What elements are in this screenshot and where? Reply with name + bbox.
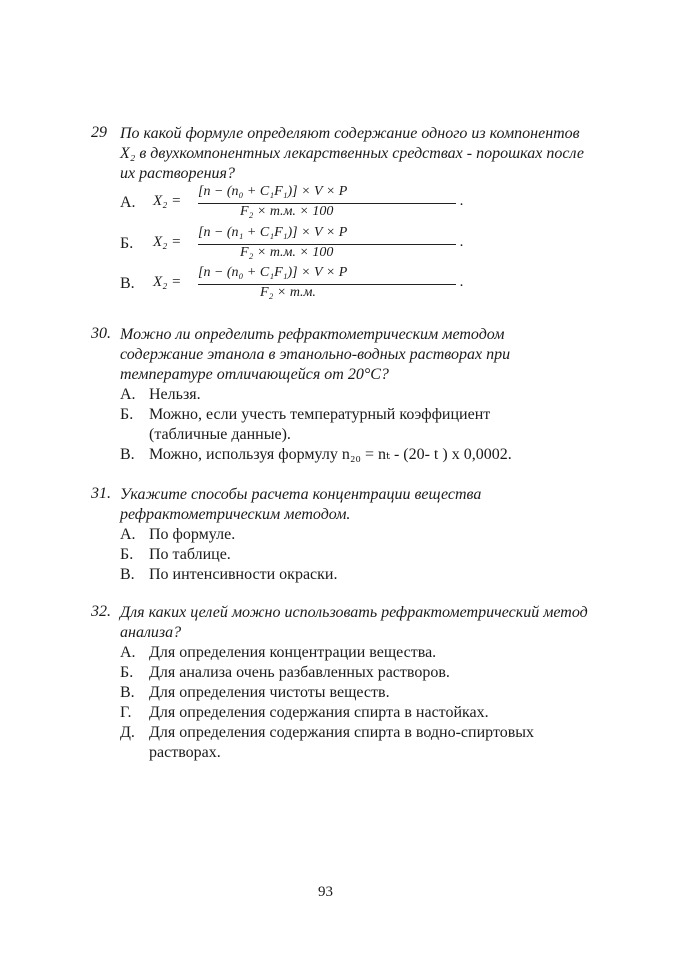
question-31-text: Укажите способы расчета концентрации вещества рефрактометрическим методом.	[120, 486, 482, 523]
page-number: 93	[318, 884, 333, 900]
option-text: Можно, если учесть температурный коэффициент (табличные данные).	[149, 406, 491, 443]
option-label: В.	[120, 684, 135, 701]
formula-denominator: F₂ × m.м.	[260, 285, 316, 300]
option-text: Нельзя.	[149, 386, 201, 403]
option-text: Для анализа очень разбавленных растворов.	[149, 664, 450, 681]
question-29-text: По какой формуле определяют содержание одного из компонентов X₂ в двухкомпонентных лекарственных средствах - порошках после их растворения?	[120, 125, 584, 182]
formula-a	[120, 184, 480, 224]
formula-numerator: [n − (n₀ + C₁F₁)] × V × P	[198, 184, 348, 199]
option-label: В.	[120, 566, 135, 583]
formula-lhs: X₂ =	[153, 193, 182, 209]
option-text: Для определения содержания спирта в настойках.	[149, 704, 489, 721]
option-text: По таблице.	[149, 546, 231, 563]
formula-lhs: X₂ =	[153, 274, 182, 290]
formula-end: .	[460, 193, 464, 209]
option-label: Д.	[120, 724, 135, 741]
option-text: Для определения концентрации вещества.	[149, 644, 437, 661]
option-label: Б.	[120, 406, 134, 423]
question-31-number: 31.	[91, 485, 111, 502]
formula-label: Б.	[120, 235, 134, 252]
option-label: А.	[120, 644, 136, 661]
option-label: А.	[120, 526, 136, 543]
formula-denominator: F₂ × m.м. × 100	[240, 245, 334, 260]
option-label: Б.	[120, 546, 134, 563]
formula-label: В.	[120, 275, 135, 292]
question-30-number: 30.	[91, 325, 111, 342]
option-label: Г.	[120, 704, 132, 721]
option-text: Можно, используя формулу n₂₀ = nₜ - (20- t ) x 0,0002.	[149, 446, 512, 463]
option-text: По интенсивности окраски.	[149, 566, 338, 583]
question-32-number: 32.	[91, 603, 111, 620]
formula-numerator: [n − (n₁ + C₁F₁)] × V × P	[198, 225, 348, 240]
option-label: В.	[120, 446, 135, 463]
option-text: Для определения чистоты веществ.	[149, 684, 390, 701]
question-32-text: Для каких целей можно использовать рефрактометрический метод анализа?	[120, 604, 588, 641]
formula-end: .	[460, 274, 464, 290]
option-text: По формуле.	[149, 526, 236, 543]
formula-denominator: F₂ × m.м. × 100	[240, 204, 334, 219]
option-text: Для определения содержания спирта в водно-спиртовых растворах.	[149, 724, 535, 761]
formula-c	[120, 265, 480, 305]
option-label: А.	[120, 386, 136, 403]
formula-lhs: X₂ =	[153, 234, 182, 250]
option-label: Б.	[120, 664, 134, 681]
formula-b	[120, 225, 480, 265]
formula-label: А.	[120, 194, 136, 211]
question-30-text: Можно ли определить рефрактометрическим методом содержание этанола в этанольно-водных растворах при температуре отличающейся от 20°С?	[120, 326, 511, 383]
fraction-bar	[198, 284, 456, 285]
question-29-number: 29	[91, 124, 107, 141]
formula-end: .	[460, 234, 464, 250]
formula-numerator: [n − (n₀ + C₁F₁)] × V × P	[198, 265, 348, 280]
